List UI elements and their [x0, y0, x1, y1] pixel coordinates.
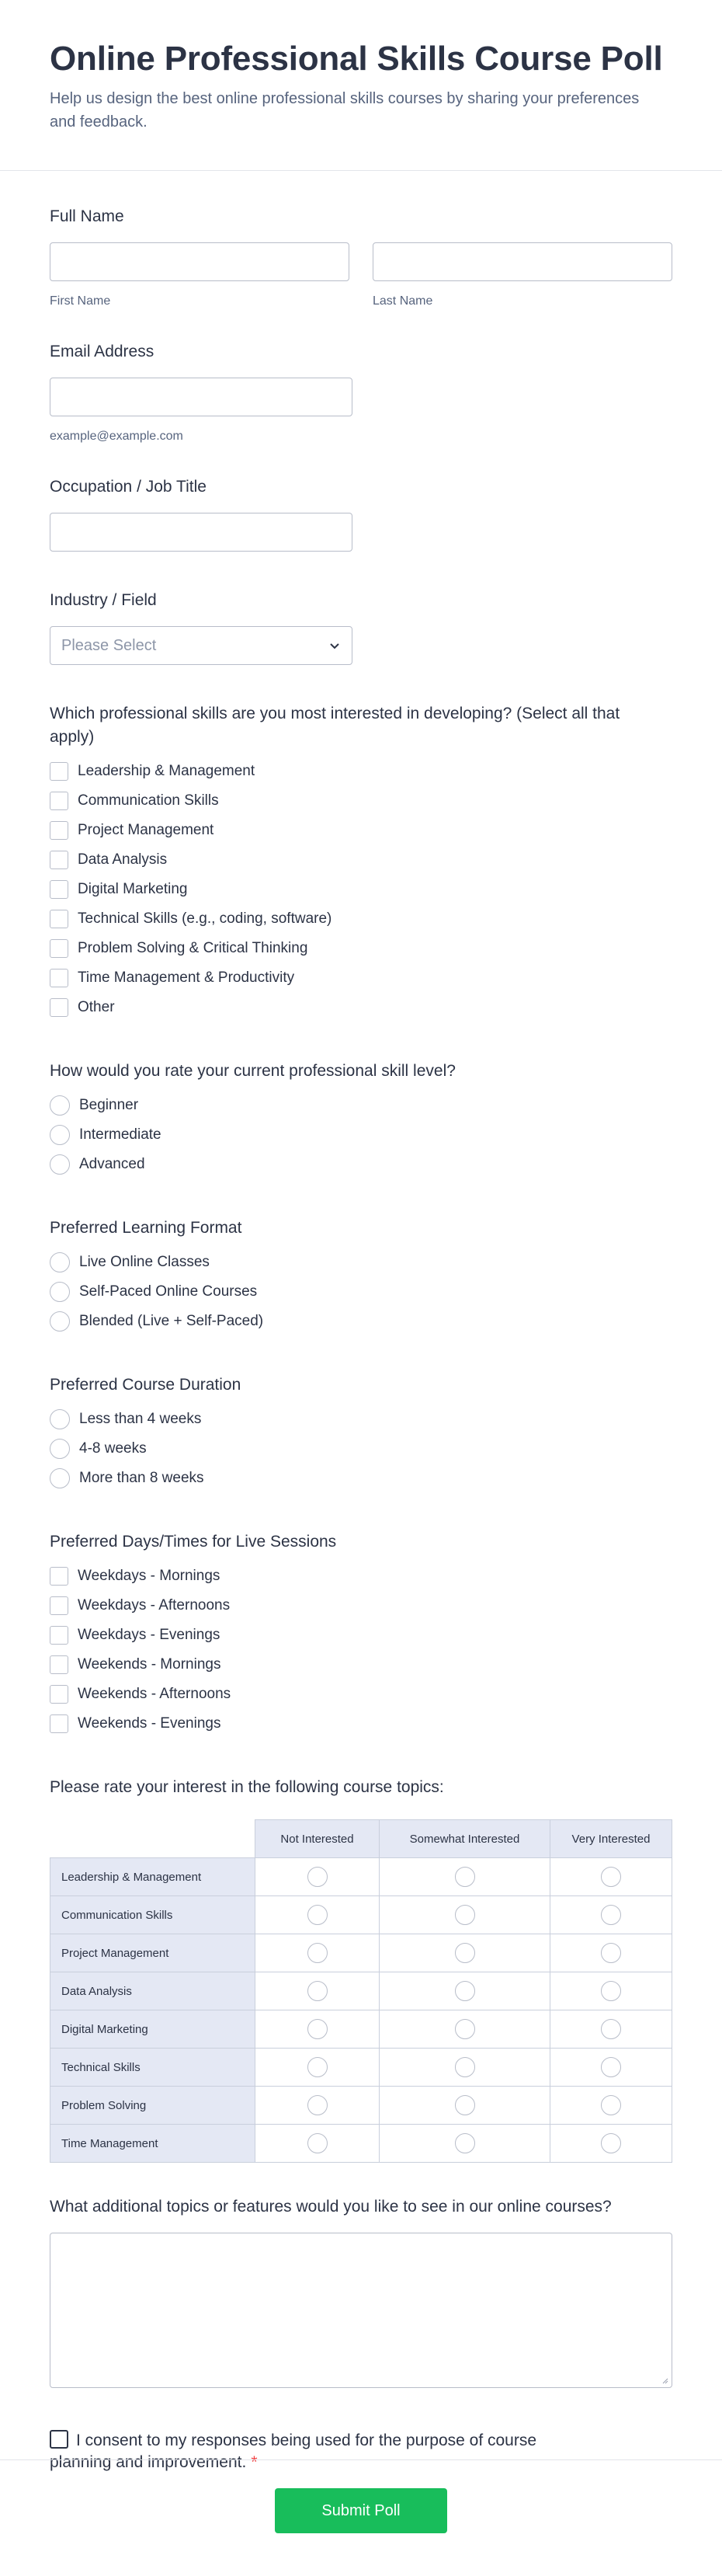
radio-button[interactable] [50, 1439, 70, 1459]
times-field [50, 1530, 672, 1739]
matrix-row-header: Communication Skills [50, 1896, 255, 1934]
option-label: Digital Marketing [78, 881, 188, 897]
radio-button[interactable] [455, 2095, 475, 2115]
full-name-label: Full Name [50, 207, 124, 225]
level-label: How would you rate your current professional skill level? [50, 1062, 456, 1080]
level-option[interactable] [50, 1091, 672, 1120]
radio-button[interactable] [307, 2057, 328, 2077]
option-label: Weekdays - Afternoons [78, 1597, 231, 1613]
consent-text: I consent to my responses being used for the purpose of course planning and improvement. [50, 2432, 537, 2471]
format-options [50, 1248, 672, 1336]
checkbox[interactable] [50, 1655, 68, 1674]
skills-label: Which professional skills are you most interested in developing? (Select all that apply) [50, 705, 620, 746]
option-label: Project Management [78, 822, 214, 838]
checkbox[interactable] [50, 910, 68, 928]
checkbox[interactable] [50, 1626, 68, 1645]
radio-button[interactable] [455, 2057, 475, 2077]
occupation-label: Occupation / Job Title [50, 478, 207, 496]
radio-button[interactable] [601, 1981, 621, 2001]
option-label: Beginner [79, 1097, 139, 1113]
duration-label: Preferred Course Duration [50, 1376, 241, 1394]
matrix-field [50, 1776, 672, 2163]
consent-checkbox[interactable] [50, 2430, 68, 2449]
times-option[interactable] [50, 1561, 672, 1591]
option-label: Less than 4 weeks [79, 1411, 202, 1427]
option-label: Other [78, 999, 115, 1015]
checkbox[interactable] [50, 851, 68, 869]
matrix-column-header: Somewhat Interested [380, 1820, 550, 1858]
matrix-row-header: Problem Solving [50, 2087, 255, 2125]
industry-select-value: Please Select [61, 636, 157, 654]
radio-button[interactable] [307, 2133, 328, 2153]
radio-button[interactable] [307, 2095, 328, 2115]
form-footer [0, 2459, 722, 2576]
resize-grip-icon[interactable] [661, 2376, 668, 2384]
option-label: Time Management & Productivity [78, 969, 295, 986]
level-options [50, 1091, 672, 1179]
format-option[interactable] [50, 1277, 672, 1307]
additional-label: What additional topics or features would you like to see in our online courses? [50, 2198, 612, 2216]
industry-label: Industry / Field [50, 591, 157, 609]
option-label: Communication Skills [78, 792, 219, 809]
option-label: Weekdays - Mornings [78, 1568, 220, 1584]
matrix-column-header: Not Interested [255, 1820, 380, 1858]
duration-option[interactable] [50, 1464, 672, 1493]
duration-option[interactable] [50, 1405, 672, 1434]
radio-button[interactable] [601, 2057, 621, 2077]
times-option[interactable] [50, 1680, 672, 1709]
matrix-row [50, 1972, 672, 2010]
skills-option[interactable] [50, 816, 672, 845]
times-option[interactable] [50, 1650, 672, 1680]
matrix-row [50, 2049, 672, 2087]
checkbox[interactable] [50, 1685, 68, 1704]
last-name-sublabel: Last Name [373, 294, 433, 308]
first-name-sublabel: First Name [50, 294, 111, 308]
duration-options [50, 1405, 672, 1493]
form-header [0, 0, 722, 171]
email-input[interactable] [50, 378, 352, 416]
option-label: Self-Paced Online Courses [79, 1283, 258, 1300]
radio-button[interactable] [50, 1409, 70, 1429]
submit-button[interactable]: Submit Poll [275, 2488, 447, 2533]
occupation-field [50, 475, 672, 552]
skills-option[interactable] [50, 934, 672, 963]
radio-button[interactable] [601, 1905, 621, 1925]
duration-field [50, 1373, 672, 1493]
option-label: Leadership & Management [78, 763, 255, 779]
matrix-row [50, 2125, 672, 2163]
option-label: 4-8 weeks [79, 1440, 147, 1457]
option-label: Weekdays - Evenings [78, 1627, 220, 1643]
radio-button[interactable] [307, 2019, 328, 2039]
skills-option[interactable] [50, 963, 672, 993]
matrix-row-header: Time Management [50, 2125, 255, 2163]
checkbox[interactable] [50, 998, 68, 1017]
skills-option[interactable] [50, 757, 672, 786]
skills-options [50, 757, 672, 1022]
times-option[interactable] [50, 1591, 672, 1620]
matrix-corner [50, 1820, 255, 1858]
matrix-row-header: Leadership & Management [50, 1858, 255, 1896]
format-option[interactable] [50, 1248, 672, 1277]
checkbox[interactable] [50, 762, 68, 781]
radio-button[interactable] [601, 1943, 621, 1963]
option-label: Weekends - Evenings [78, 1715, 221, 1732]
radio-button[interactable] [601, 2095, 621, 2115]
checkbox[interactable] [50, 1567, 68, 1586]
radio-button[interactable] [601, 2019, 621, 2039]
additional-textarea[interactable] [50, 2233, 672, 2388]
radio-button[interactable] [307, 1905, 328, 1925]
industry-select[interactable] [50, 626, 352, 665]
skills-field [50, 702, 672, 1022]
matrix-row-header: Digital Marketing [50, 2010, 255, 2049]
last-name-input[interactable] [373, 242, 672, 281]
radio-button[interactable] [50, 1125, 70, 1145]
times-option[interactable] [50, 1620, 672, 1650]
times-options [50, 1561, 672, 1739]
level-option[interactable] [50, 1150, 672, 1179]
times-label: Preferred Days/Times for Live Sessions [50, 1533, 337, 1551]
skills-option[interactable] [50, 904, 672, 934]
matrix-row-header: Technical Skills [50, 2049, 255, 2087]
checkbox[interactable] [50, 1596, 68, 1615]
first-name-input[interactable] [50, 242, 349, 281]
required-mark: * [251, 2453, 258, 2471]
email-label: Email Address [50, 343, 154, 360]
radio-button[interactable] [601, 2133, 621, 2153]
matrix-row [50, 1858, 672, 1896]
skills-option[interactable] [50, 875, 672, 904]
skills-option[interactable] [50, 786, 672, 816]
option-label: Blended (Live + Self-Paced) [79, 1313, 264, 1329]
option-label: Advanced [79, 1156, 145, 1172]
matrix-label: Please rate your interest in the following course topics: [50, 1778, 444, 1796]
option-label: Data Analysis [78, 851, 168, 868]
checkbox[interactable] [50, 939, 68, 958]
option-label: Live Online Classes [79, 1254, 210, 1270]
duration-option[interactable] [50, 1434, 672, 1464]
level-option[interactable] [50, 1120, 672, 1150]
radio-button[interactable] [455, 1981, 475, 2001]
email-sublabel: example@example.com [50, 430, 183, 443]
checkbox[interactable] [50, 792, 68, 810]
full-name-field [50, 205, 672, 309]
radio-button[interactable] [455, 2133, 475, 2153]
interest-matrix [50, 1819, 672, 2163]
radio-button[interactable] [50, 1311, 70, 1332]
radio-button[interactable] [50, 1095, 70, 1116]
radio-button[interactable] [50, 1282, 70, 1302]
form-description: Help us design the best online professional skills courses by sharing your preferences and feedback. [50, 90, 640, 131]
radio-button[interactable] [455, 2019, 475, 2039]
option-label: Technical Skills (e.g., coding, software) [78, 910, 332, 927]
radio-button[interactable] [50, 1468, 70, 1488]
additional-field [50, 2195, 672, 2388]
radio-button[interactable] [307, 1981, 328, 2001]
occupation-input[interactable] [50, 513, 352, 552]
skills-option[interactable] [50, 845, 672, 875]
option-label: More than 8 weeks [79, 1470, 204, 1486]
radio-button[interactable] [50, 1252, 70, 1272]
level-field [50, 1060, 672, 1179]
times-option[interactable] [50, 1709, 672, 1739]
matrix-column-header: Very Interested [550, 1820, 672, 1858]
form-title: Online Professional Skills Course Poll [50, 40, 663, 78]
option-label: Weekends - Afternoons [78, 1686, 231, 1702]
format-label: Preferred Learning Format [50, 1219, 242, 1237]
checkbox[interactable] [50, 821, 68, 840]
option-label: Weekends - Mornings [78, 1656, 221, 1673]
matrix-row [50, 1934, 672, 1972]
option-label: Intermediate [79, 1126, 161, 1143]
radio-button[interactable] [601, 1867, 621, 1887]
matrix-row-header: Project Management [50, 1934, 255, 1972]
checkbox[interactable] [50, 1714, 68, 1733]
form-body [0, 205, 722, 2473]
skills-option[interactable] [50, 993, 672, 1022]
radio-button[interactable] [455, 1905, 475, 1925]
option-label: Problem Solving & Critical Thinking [78, 940, 308, 956]
radio-button[interactable] [50, 1154, 70, 1175]
radio-button[interactable] [307, 1943, 328, 1963]
email-field [50, 340, 672, 444]
chevron-down-icon [328, 639, 341, 652]
checkbox[interactable] [50, 880, 68, 899]
industry-field [50, 589, 672, 665]
radio-button[interactable] [307, 1867, 328, 1887]
matrix-row [50, 2010, 672, 2049]
checkbox[interactable] [50, 969, 68, 987]
format-option[interactable] [50, 1307, 672, 1336]
matrix-row-header: Data Analysis [50, 1972, 255, 2010]
matrix-row [50, 2087, 672, 2125]
format-field [50, 1217, 672, 1336]
radio-button[interactable] [455, 1867, 475, 1887]
matrix-row [50, 1896, 672, 1934]
radio-button[interactable] [455, 1943, 475, 1963]
